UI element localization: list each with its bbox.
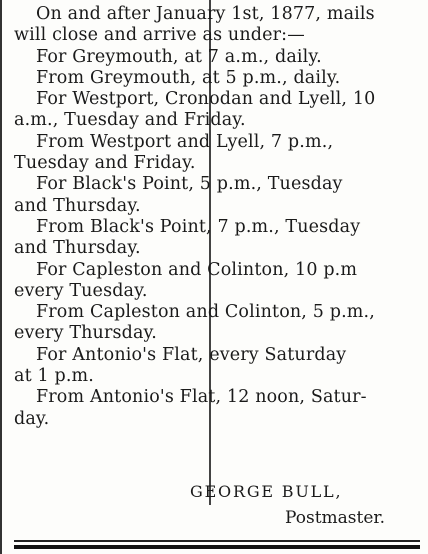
signature-name: GEORGE BULL, <box>190 482 343 501</box>
notice-line: Tuesday and Friday. <box>14 153 196 174</box>
notice-line: For Black's Point, 5 p.m., Tuesday <box>36 174 343 195</box>
notice-line: For Greymouth, at 7 a.m., daily. <box>36 46 322 67</box>
bottom-rule-thin <box>14 540 420 542</box>
notice-line: at 1 p.m. <box>14 366 94 387</box>
bottom-rule-thick <box>14 545 420 549</box>
notice-line: For Westport, Cronodan and Lyell, 10 <box>36 89 376 110</box>
notice-line: and Thursday. <box>14 238 141 259</box>
notice-line: From Antonio's Flat, 12 noon, Satur- <box>36 387 367 408</box>
notice-line: From Greymouth, at 5 p.m., daily. <box>36 67 341 88</box>
notice-line: For Antonio's Flat, every Saturday <box>36 344 347 365</box>
mail-schedule-notice <box>14 4 420 430</box>
notice-line: For Capleston and Colinton, 10 p.m <box>36 259 358 280</box>
notice-line: From Westport and Lyell, 7 p.m., <box>36 131 334 152</box>
notice-line: day. <box>14 408 50 429</box>
column-rule-left <box>0 0 2 554</box>
notice-line: every Thursday. <box>14 323 157 344</box>
notice-line: will close and arrive as under:— <box>14 25 305 46</box>
notice-line: and Thursday. <box>14 195 141 216</box>
notice-line: a.m., Tuesday and Friday. <box>14 110 246 131</box>
notice-line: From Capleston and Colinton, 5 p.m., <box>36 302 375 323</box>
notice-line: From Black's Point, 7 p.m., Tuesday <box>36 216 361 237</box>
notice-line: On and after January 1st, 1877, mails <box>36 4 375 24</box>
signature-title: Postmaster. <box>285 508 386 528</box>
notice-line: every Tuesday. <box>14 280 148 301</box>
